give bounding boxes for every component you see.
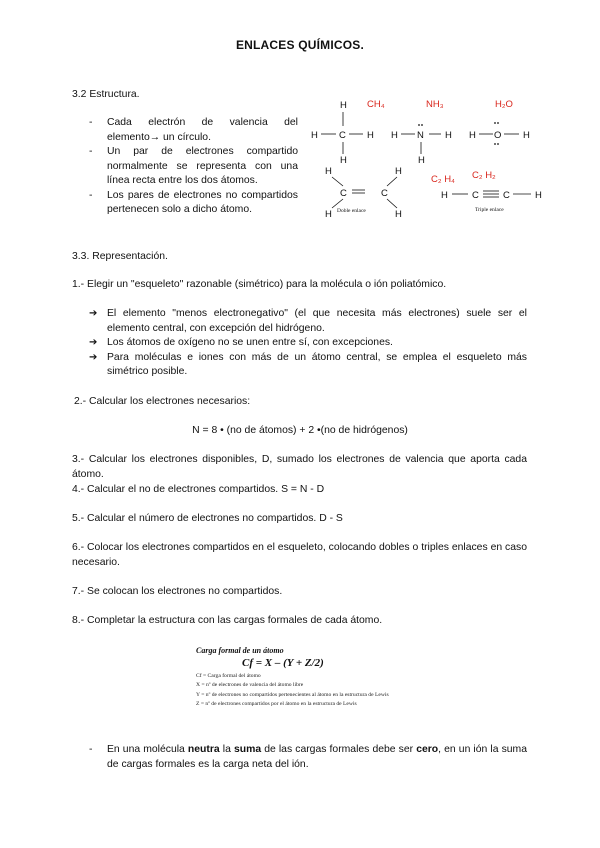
nh3-h-left: H	[391, 130, 398, 141]
list-item: - Los pares de electrones no compartidos pertenecen solo a dicho átomo.	[89, 189, 298, 215]
h2o-h-right: H	[523, 130, 530, 141]
formal-charge-title: Carga formal de un átomo	[196, 646, 284, 655]
c2h2-c2: C	[503, 190, 510, 201]
final-note: - En una molécula neutra la suma de las cargas formales debe ser cero, en un ión la suma de cargas formales es la carga neta del ión.	[89, 744, 527, 770]
step-4: 4.- Calcular el no de electrones compartidos. S = N - D	[72, 484, 325, 495]
h2o-h-left: H	[469, 130, 476, 141]
c2h4-c1: C	[340, 188, 347, 199]
ch4-h-left: H	[311, 130, 318, 141]
ch4-h-bottom: H	[340, 155, 347, 166]
step-8: 8.- Completar la estructura con las cargas formales de cada átomo.	[72, 615, 383, 626]
list-item: ➔ El elemento "menos electronegativo" (el que necesita más electrones) suele ser el elemento central, con excepción del hidrógeno.	[89, 308, 527, 334]
label-ch4: CH₄	[367, 99, 385, 110]
section-heading-structure: 3.2 Estructura.	[72, 89, 140, 100]
section-heading-representation: 3.3. Representación.	[72, 251, 168, 262]
step-3: 3.- Calcular los electrones disponibles, D, sumado los electrones de valencia que aporta cada átomo.	[72, 454, 527, 480]
step-1: 1.- Elegir un "esqueleto" razonable (simétrico) para la molécula o ión poliatómico.	[72, 279, 447, 290]
ch4-h-top: H	[340, 100, 347, 111]
c2h2-h-right: H	[535, 190, 542, 201]
nh3-n: N	[417, 130, 424, 141]
triple-bond-label: Triple enlace	[475, 207, 504, 213]
list-item: ➔ Los átomos de oxígeno no se unen entre sí, con excepciones.	[89, 337, 393, 348]
formal-charge-legend	[196, 672, 426, 709]
double-bond-label: Doble enlace	[337, 208, 366, 214]
c2h4-h-tl: H	[325, 166, 332, 177]
label-c2h4: C₂ H₄	[431, 174, 455, 185]
legend-line: Z = nº de electrones compartidos por el átomo en la estructura de Lewis	[196, 700, 357, 707]
ch4-c: C	[339, 130, 346, 141]
legend-line: Cf = Carga formal del átomo	[196, 673, 261, 679]
nh3-h-right: H	[445, 130, 452, 141]
c2h4-c2: C	[381, 188, 388, 199]
lewis-structures-diagram	[305, 92, 550, 224]
label-nh3: NH₃	[426, 99, 444, 110]
skeleton-rules-list	[89, 307, 527, 380]
c2h4-h-bl: H	[325, 209, 332, 220]
step-7: 7.- Se colocan los electrones no compartidos.	[72, 586, 283, 597]
h2o-o: O	[494, 130, 502, 141]
formal-charge-figure	[196, 646, 426, 709]
step-2: 2.- Calcular los electrones necesarios:	[74, 396, 251, 407]
c2h2-c1: C	[472, 190, 479, 201]
step-5: 5.- Calcular el número de electrones no compartidos. D - S	[72, 513, 343, 524]
legend-line: Y = nº de electrones no compartidos pertenecientes al átomo en la estructura de Lewis	[196, 691, 389, 698]
formal-charge-equation: Cf = X – (Y + Z/2)	[242, 657, 324, 669]
electrons-formula: N = 8 • (no de átomos) + 2 •(no de hidrógenos)	[192, 425, 408, 436]
step-6: 6.- Colocar los electrones compartidos en el esqueleto, colocando dobles o triples enlaces en caso necesario.	[72, 542, 527, 568]
structure-list	[89, 116, 298, 218]
nh3-h-bottom: H	[418, 155, 425, 166]
c2h4-h-tr: H	[395, 166, 402, 177]
list-item: - Cada electrón de valencia del elemento→ un círculo.	[89, 117, 298, 143]
c2h4-h-br: H	[395, 209, 402, 220]
list-item: - Un par de electrones compartido normalmente se representa con una línea recta entre los dos átomos.	[89, 146, 298, 186]
page-title: ENLACES QUÍMICOS.	[235, 38, 365, 52]
list-item: ➔ Para moléculas e iones con más de un átomo central, se emplea el esqueleto más simétrico posible.	[89, 351, 527, 377]
ch4-h-right: H	[367, 130, 374, 141]
label-h2o: H₂O	[495, 99, 513, 110]
c2h2-h-left: H	[441, 190, 448, 201]
label-c2h2: C₂ H₂	[472, 170, 496, 181]
legend-line: X = nº de electrones de valencia del átomo libre	[196, 682, 304, 689]
